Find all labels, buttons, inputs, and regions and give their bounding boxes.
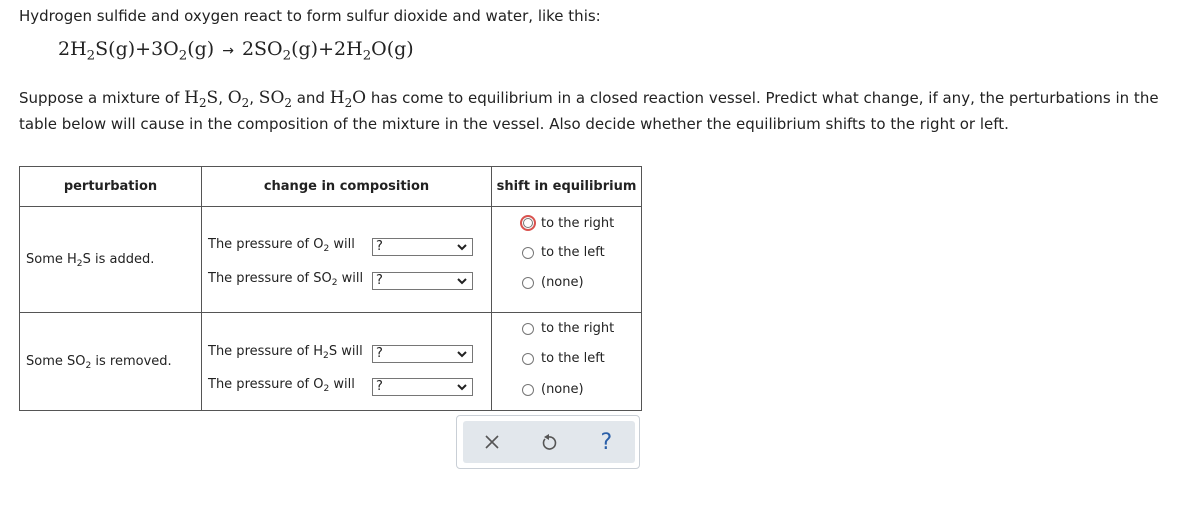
radio-button[interactable] [522, 247, 534, 259]
change-select[interactable]: ? [372, 345, 473, 363]
header-perturbation: perturbation [20, 167, 202, 207]
radio-right[interactable]: to the right [522, 321, 614, 336]
radio-button[interactable] [522, 384, 534, 396]
change-select[interactable]: ? [372, 378, 473, 396]
undo-icon [541, 433, 557, 451]
close-icon [485, 435, 499, 449]
radio-button[interactable] [522, 277, 534, 289]
change-label: The pressure of $SO_2$ will [208, 271, 364, 289]
clear-button[interactable] [480, 430, 504, 454]
radio-button[interactable] [520, 215, 536, 231]
table-row [20, 313, 642, 411]
perturbation-cell: Some $H_2S$ is added. [20, 207, 202, 313]
header-change: change in composition [202, 167, 492, 207]
change-cell [202, 313, 492, 411]
chevron-down-icon [457, 242, 467, 252]
perturbation-table [19, 166, 642, 411]
change-label: The pressure of $O_2$ will [208, 377, 355, 395]
chevron-down-icon [457, 276, 467, 286]
reaction-equation: $2H_2S(g)+3O_2(g) \to 2SO_2(g)+2H_2O(g)$ [58, 38, 414, 64]
radio-right[interactable]: to the right [522, 215, 614, 231]
question-text: Suppose a mixture of $H_2S$, $O_2$, $SO_2$ and $H_2O$ has come to equilibrium in a closed reaction vessel. Predict what change, if any, the perturbations in the table below will cause in the composition of the mixture in the vessel. Also decide whether the equilibrium shifts to the right or left. [19, 88, 1159, 133]
shift-cell [492, 313, 642, 411]
change-select[interactable]: ? [372, 238, 473, 256]
radio-none[interactable]: (none) [522, 275, 584, 290]
change-label: The pressure of $H_2S$ will [208, 344, 363, 362]
toolbar-buttons [463, 421, 635, 463]
radio-button[interactable] [522, 353, 534, 365]
perturbation-cell: Some $SO_2$ is removed. [20, 313, 202, 411]
radio-left[interactable]: to the left [522, 245, 605, 260]
table-header-row [20, 167, 642, 207]
undo-button[interactable] [537, 430, 561, 454]
chevron-down-icon [457, 382, 467, 392]
change-cell [202, 207, 492, 313]
help-button[interactable]: ? [600, 429, 613, 455]
reaction-arrow: → [222, 43, 234, 59]
intro-text: Hydrogen sulfide and oxygen react to form sulfur dioxide and water, like this: [19, 7, 601, 25]
radio-button[interactable] [522, 323, 534, 335]
header-shift: shift in equilibrium [492, 167, 642, 207]
table-row [20, 207, 642, 313]
radio-none[interactable]: (none) [522, 382, 584, 397]
shift-cell [492, 207, 642, 313]
answer-toolbar [456, 415, 640, 469]
change-label: The pressure of $O_2$ will [208, 237, 355, 255]
chevron-down-icon [457, 349, 467, 359]
radio-left[interactable]: to the left [522, 351, 605, 366]
change-select[interactable]: ? [372, 272, 473, 290]
